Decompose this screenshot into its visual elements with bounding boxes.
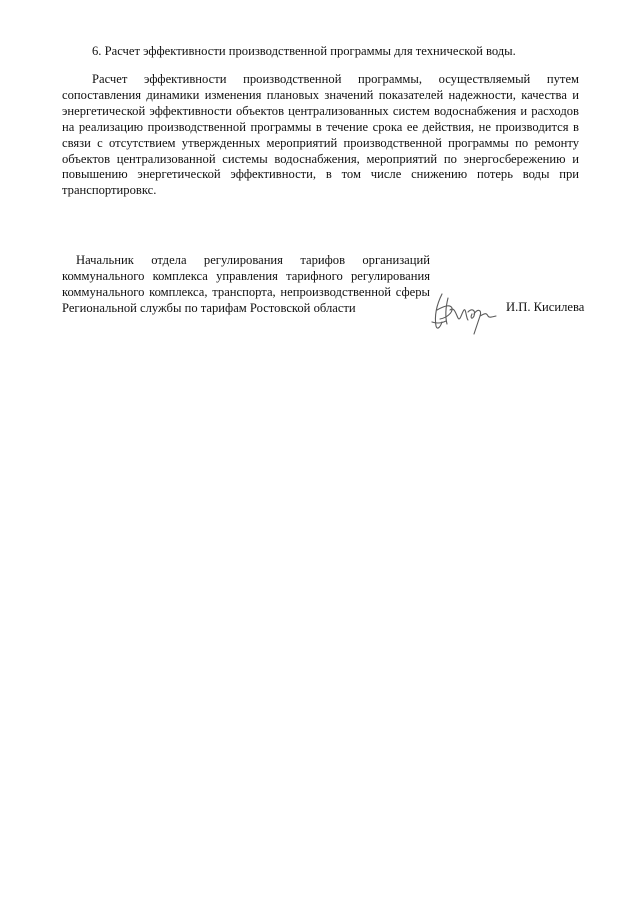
section-paragraph: Расчет эффективности производственной программы, осуществляемый путем сопоставления динамики изменения плановых значений показателей надежности, качества и энергетической эффективности объектов централизованных систем водоснабжения и расходов на реализацию производственной программы в течение срока ее действия, не производится в связи с отсутствием утвержденных мероприятий производственной программы по ремонту объектов централизованной системы водоснабжения, мероприятий по энергосбережению и повышению энергетической эффективности, в том числе снижению потерь воды при транспортировкс. [62, 72, 579, 198]
signer-name: И.П. Кисилева [506, 300, 585, 314]
handwritten-signature [428, 288, 502, 340]
section-heading: 6. Расчет эффективности производственной программы для технической воды. [92, 44, 516, 58]
signatory-position: Начальник отдела регулирования тарифов организаций коммунального комплекса управления тарифного регулирования коммунального комплекса, транспорта, непроизводственной сферы Региональной службы по тарифам Ростовской области [62, 253, 430, 315]
